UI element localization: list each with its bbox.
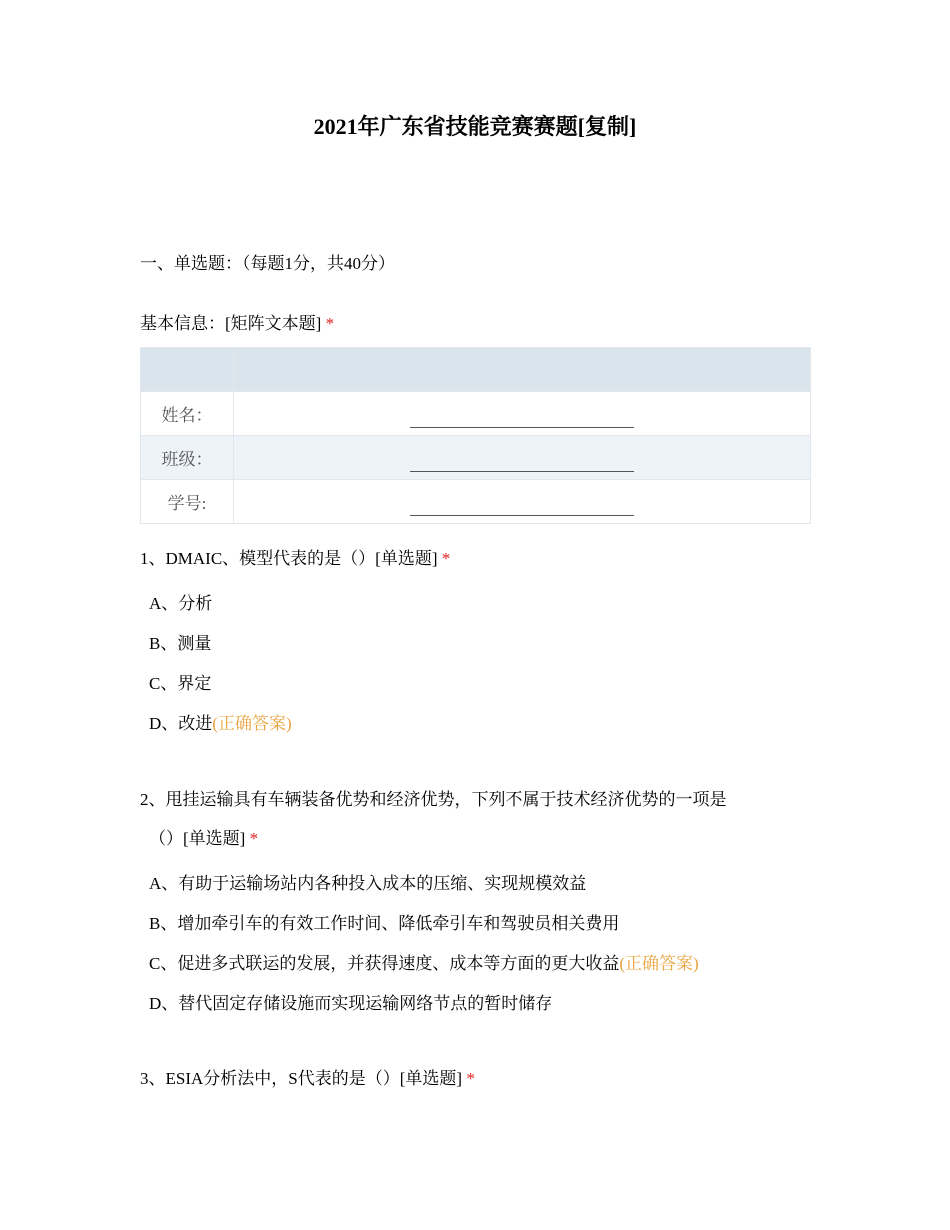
document-title: 2021年广东省技能竞赛赛题[复制] bbox=[313, 114, 637, 139]
q1-option-c[interactable]: C、界定 bbox=[149, 674, 212, 693]
q1-option-d[interactable] bbox=[149, 712, 292, 736]
matrix-answer-cell[interactable] bbox=[234, 480, 811, 524]
matrix-row-label: 姓名： bbox=[141, 392, 234, 436]
matrix-row-class bbox=[141, 436, 811, 480]
student-id-answer-blank[interactable] bbox=[410, 493, 634, 516]
class-answer-blank[interactable] bbox=[410, 449, 634, 472]
required-mark: * bbox=[441, 549, 451, 568]
basic-info-question-text: 基本信息：[矩阵文本题] bbox=[140, 314, 322, 333]
matrix-header-cell bbox=[141, 348, 234, 392]
matrix-header-cell bbox=[234, 348, 811, 392]
q2-option-d[interactable]: D、替代固定存储设施而实现运输网络节点的暂时储存 bbox=[149, 994, 553, 1013]
question-2-text: （）[单选题] bbox=[149, 829, 246, 848]
question-3 bbox=[140, 1067, 475, 1091]
question-2-line-1: 2、甩挂运输具有车辆装备优势和经济优势，下列不属于技术经济优势的一项是 bbox=[140, 790, 727, 809]
matrix-row-label: 学号: bbox=[141, 480, 234, 524]
matrix-row-name bbox=[141, 392, 811, 436]
matrix-answer-cell[interactable] bbox=[234, 436, 811, 480]
required-mark: * bbox=[249, 829, 259, 848]
question-1-text: 1、DMAIC、模型代表的是（）[单选题] bbox=[140, 549, 438, 568]
q2-option-a[interactable]: A、有助于运输场站内各种投入成本的压缩、实现规模效益 bbox=[149, 874, 587, 893]
correct-answer-label: (正确答案) bbox=[212, 714, 292, 733]
q1-option-a[interactable]: A、分析 bbox=[149, 594, 213, 613]
required-mark: * bbox=[466, 1069, 475, 1088]
matrix-answer-cell[interactable] bbox=[234, 392, 811, 436]
basic-info-question bbox=[140, 312, 334, 336]
correct-answer-label: (正确答案) bbox=[619, 954, 699, 973]
q2-option-c-text: C、促进多式联运的发展，并获得速度、成本等方面的更大收益 bbox=[149, 954, 620, 973]
name-answer-blank[interactable] bbox=[410, 405, 634, 428]
question-2-line-2 bbox=[149, 827, 258, 851]
matrix-header-row bbox=[141, 348, 811, 392]
q1-option-d-text: D、改进 bbox=[149, 714, 213, 733]
section-heading: 一、单选题：（每题1分，共40分） bbox=[140, 254, 395, 273]
basic-info-matrix bbox=[140, 347, 811, 524]
matrix-row-student-id bbox=[141, 480, 811, 524]
question-1 bbox=[140, 547, 450, 571]
required-mark: * bbox=[325, 314, 335, 333]
q2-option-c[interactable] bbox=[149, 952, 699, 976]
question-3-text: 3、ESIA分析法中，S代表的是（）[单选题] bbox=[140, 1069, 463, 1088]
q1-option-b[interactable]: B、测量 bbox=[149, 634, 212, 653]
matrix-row-label: 班级： bbox=[141, 436, 234, 480]
q2-option-b[interactable]: B、增加牵引车的有效工作时间、降低牵引车和驾驶员相关费用 bbox=[149, 914, 620, 933]
